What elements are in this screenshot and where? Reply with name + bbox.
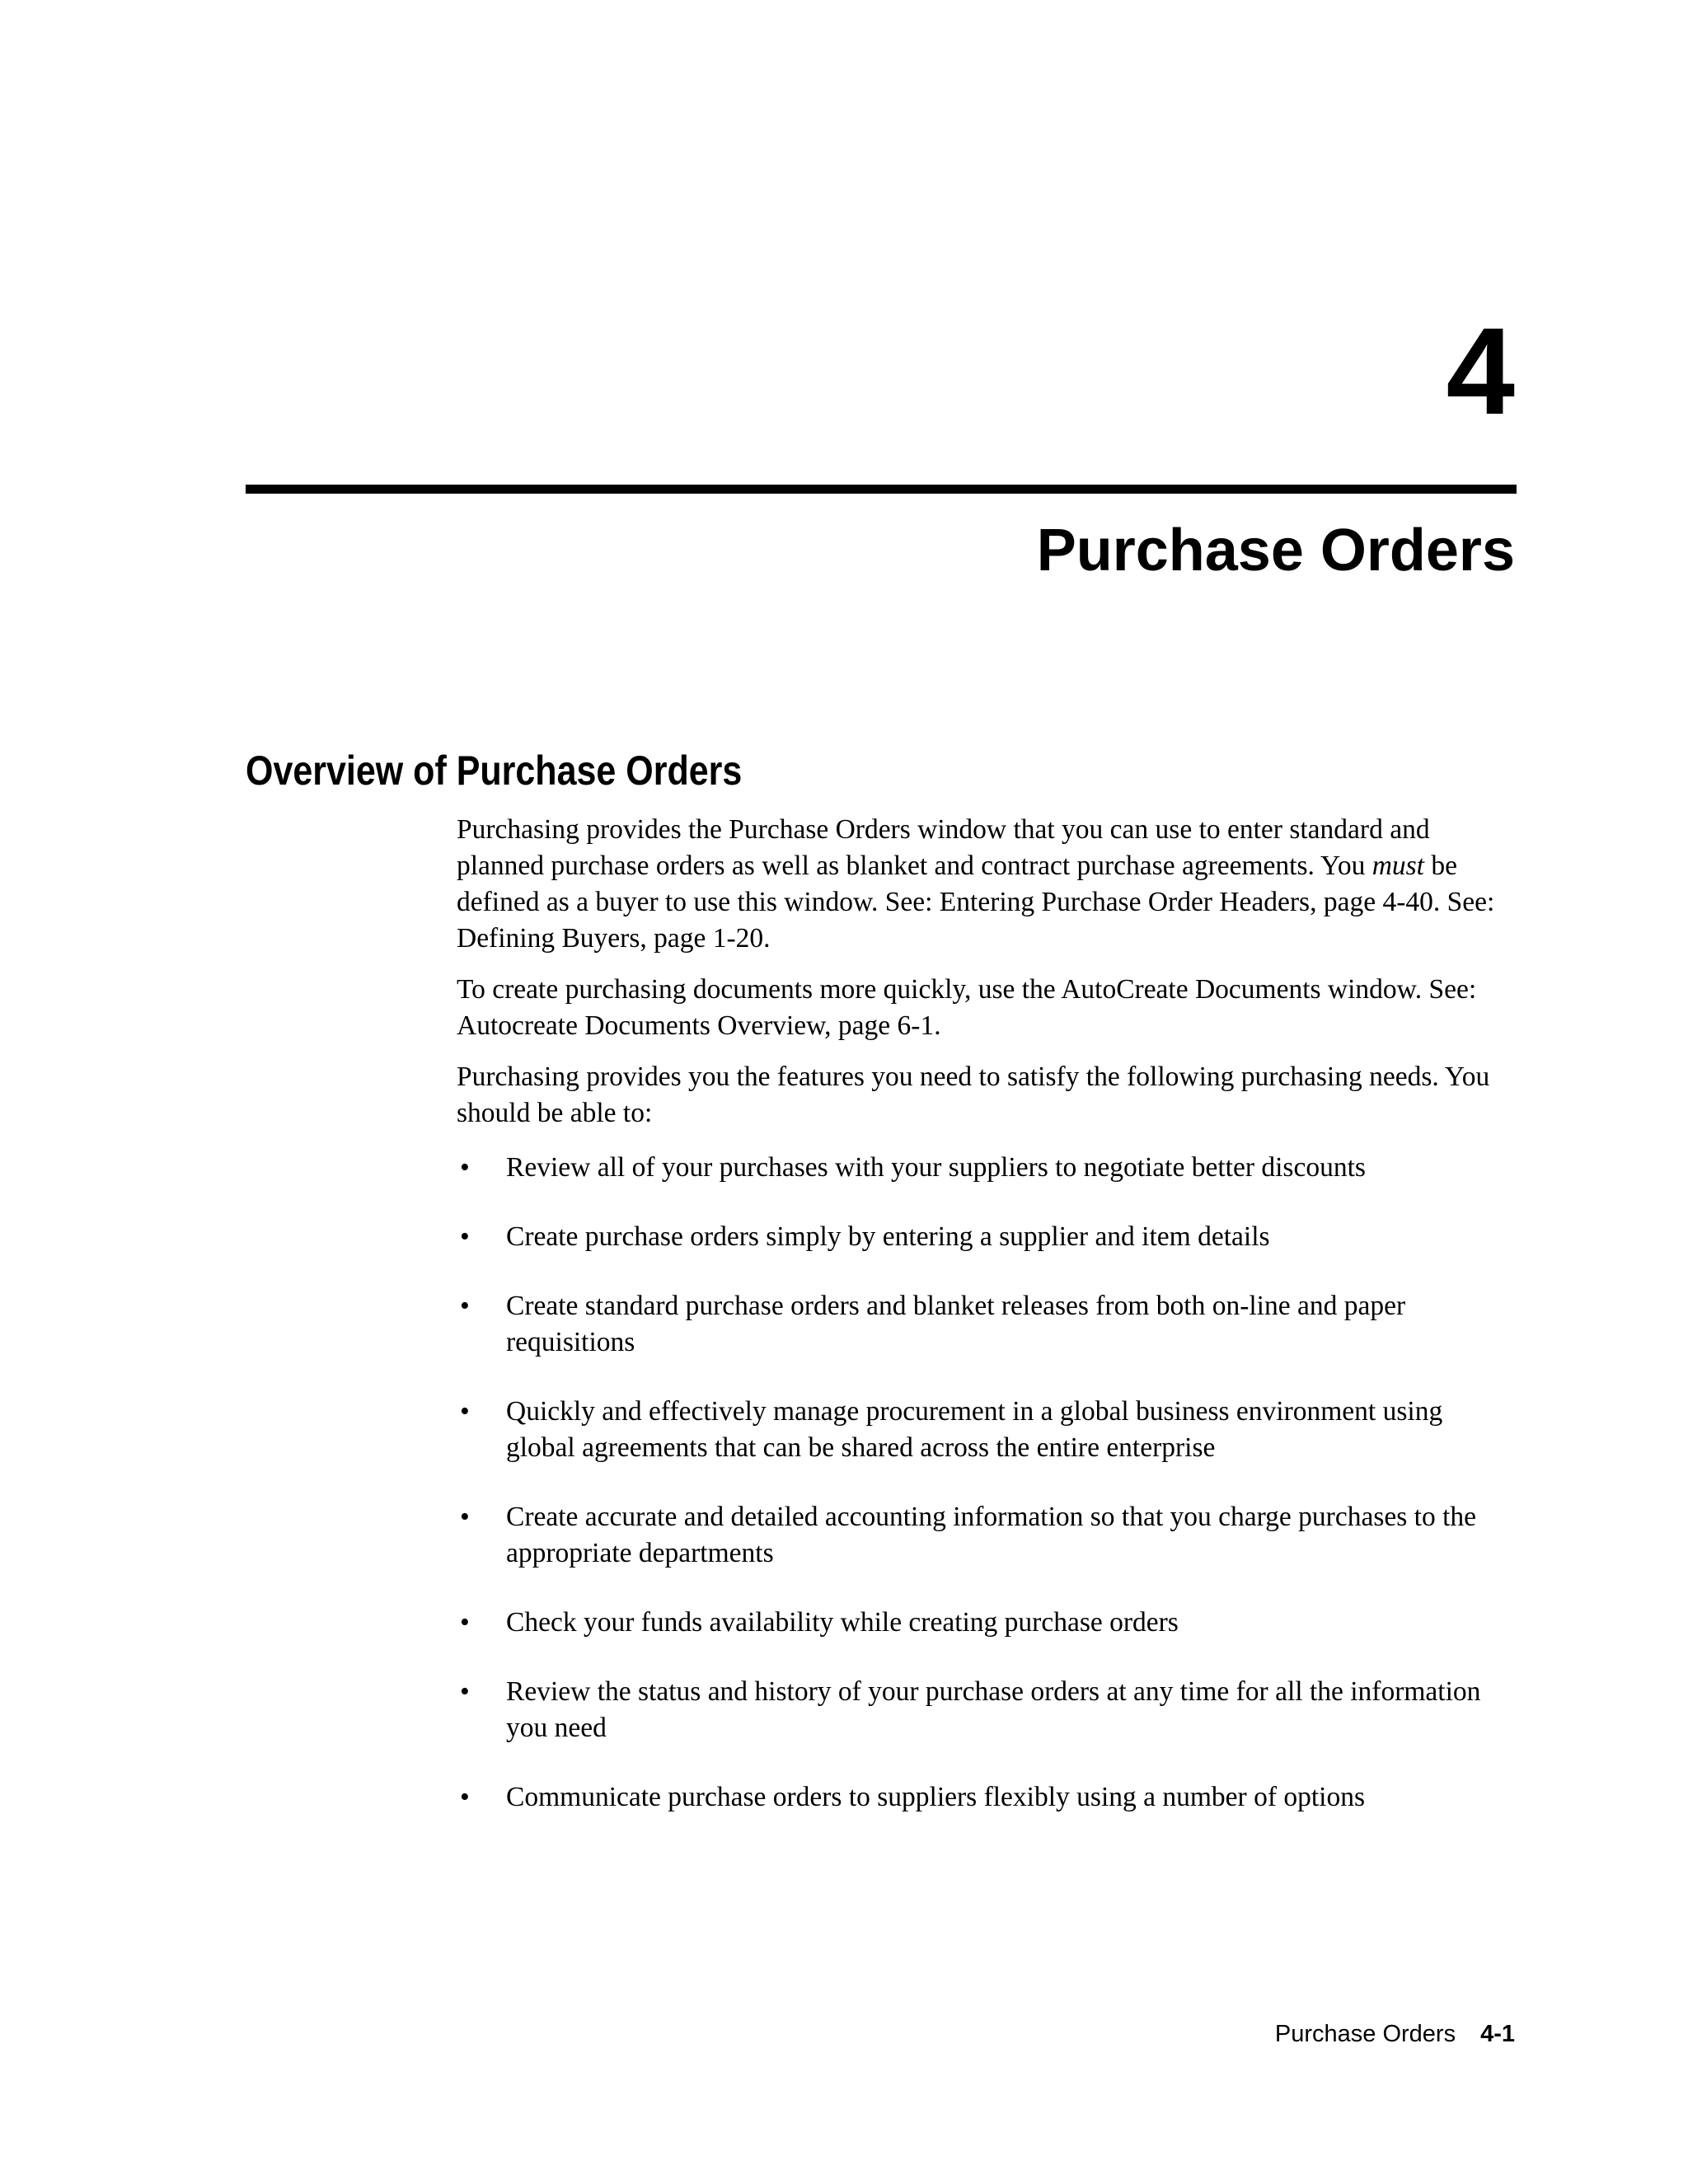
section-body <box>457 812 1517 1849</box>
list-item <box>457 1219 1517 1255</box>
list-item-text: Review all of your purchases with your suppliers to negotiate better discounts <box>506 1152 1366 1183</box>
intro-text-before: Purchasing provides the Purchase Orders window that you can use to enter standard and planned purchase orders as well as blanket and contract purchase agreements. You <box>457 814 1430 881</box>
chapter-divider <box>246 485 1517 494</box>
list-item <box>457 1150 1517 1186</box>
page-number: 4-1 <box>1480 2021 1515 2047</box>
chapter-title: Purchase Orders <box>1036 518 1515 583</box>
features-intro-paragraph: Purchasing provides you the features you need to satisfy the following purchasing needs. You should be able to: <box>457 1062 1490 1128</box>
bullet-icon: • <box>460 1607 470 1638</box>
list-item <box>457 1288 1517 1361</box>
list-item-text: Communicate purchase orders to suppliers flexibly using a number of options <box>506 1782 1366 1812</box>
section-heading: Overview of Purchase Orders <box>246 748 743 794</box>
bullet-icon: • <box>460 1221 470 1252</box>
bullet-icon: • <box>460 1396 470 1427</box>
feature-list <box>457 1150 1517 1816</box>
list-item <box>457 1674 1517 1746</box>
list-item-text: Create accurate and detailed accounting information so that you charge purchases to the appropriate departments <box>506 1502 1476 1568</box>
intro-paragraph <box>457 812 1517 957</box>
list-item-text: Create purchase orders simply by entering a supplier and item details <box>506 1221 1270 1252</box>
bullet-icon: • <box>460 1152 470 1183</box>
list-item-text: Check your funds availability while creating purchase orders <box>506 1607 1179 1638</box>
list-item <box>457 1394 1517 1466</box>
list-item-text: Quickly and effectively manage procurement in a global business environment using global agreements that can be shared across the entire enterprise <box>506 1396 1443 1463</box>
autocreate-paragraph: To create purchasing documents more quickly, use the AutoCreate Documents window. See: Autocreate Documents Overview, page 6-1. <box>457 974 1477 1041</box>
intro-text-after: be defined as a buyer to use this window. See: Entering Purchase Order Headers, page 4-40. See: Defining Buyers, page 1-20. <box>457 851 1495 954</box>
intro-emphasis: must <box>1372 851 1424 881</box>
bullet-icon: • <box>460 1502 470 1532</box>
chapter-number: 4 <box>1446 302 1515 440</box>
list-item <box>457 1605 1517 1641</box>
footer-label: Purchase Orders <box>1274 2021 1456 2047</box>
bullet-icon: • <box>460 1782 470 1812</box>
bullet-icon: • <box>460 1291 470 1321</box>
list-item <box>457 1499 1517 1572</box>
list-item-text: Review the status and history of your purchase orders at any time for all the information you need <box>506 1676 1481 1743</box>
list-item <box>457 1779 1517 1816</box>
page-footer <box>1275 2022 1515 2046</box>
list-item-text: Create standard purchase orders and blanket releases from both on-line and paper requisitions <box>506 1291 1406 1357</box>
bullet-icon: • <box>460 1676 470 1707</box>
